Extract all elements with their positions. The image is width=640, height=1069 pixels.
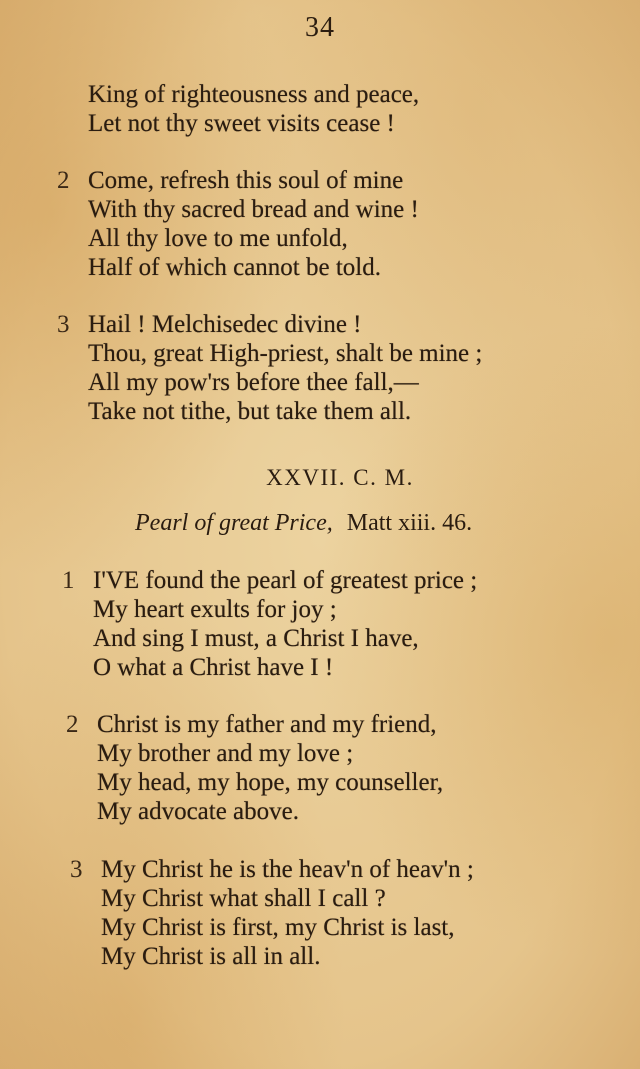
verse-line: Hail ! Melchisedec divine ! bbox=[88, 311, 362, 338]
verse-line: Come, refresh this soul of mine bbox=[88, 167, 404, 194]
verse-number: 2 bbox=[66, 711, 79, 738]
verse-line: My Christ what shall I call ? bbox=[101, 885, 386, 912]
page-number: 34 bbox=[305, 12, 335, 43]
verse-line: Thou, great High-priest, shalt be mine ; bbox=[88, 340, 483, 367]
verse-line: My advocate above. bbox=[97, 798, 300, 825]
verse-number: 2 bbox=[57, 167, 70, 194]
verse-line: My Christ is all in all. bbox=[101, 943, 321, 970]
verse-line: I'VE found the pearl of greatest price ; bbox=[93, 567, 478, 594]
verse-number: 3 bbox=[57, 311, 70, 338]
verse-line: My brother and my love ; bbox=[97, 740, 354, 767]
verse-number: 3 bbox=[70, 856, 83, 883]
verse-line: My Christ he is the heav'n of heav'n ; bbox=[101, 856, 474, 883]
verse-line: And sing I must, a Christ I have, bbox=[93, 625, 419, 652]
verse-line: O what a Christ have I ! bbox=[93, 654, 334, 681]
verse-line: King of righteousness and peace, bbox=[88, 81, 420, 108]
verse-line: My Christ is first, my Christ is last, bbox=[101, 914, 455, 941]
hymn-subtitle bbox=[135, 510, 472, 537]
verse-line: All thy love to me unfold, bbox=[88, 225, 348, 252]
verse-line: With thy sacred bread and wine ! bbox=[88, 196, 419, 223]
verse-line: My head, my hope, my counseller, bbox=[97, 769, 444, 796]
hymn-scripture-reference: Matt xiii. 46. bbox=[346, 510, 473, 536]
verse-line: Let not thy sweet visits cease ! bbox=[88, 110, 395, 137]
verse-line: Half of which cannot be told. bbox=[88, 254, 381, 281]
verse-line: My heart exults for joy ; bbox=[93, 596, 337, 623]
verse-line: All my pow'rs before thee fall,— bbox=[88, 369, 419, 396]
hymn-heading: XXVII. C. M. bbox=[266, 465, 414, 490]
verse-line: Take not tithe, but take them all. bbox=[88, 398, 412, 425]
verse-line: Christ is my father and my friend, bbox=[97, 711, 437, 738]
hymn-subtitle-title: Pearl of great Price, bbox=[135, 510, 333, 536]
verse-number: 1 bbox=[62, 567, 75, 594]
